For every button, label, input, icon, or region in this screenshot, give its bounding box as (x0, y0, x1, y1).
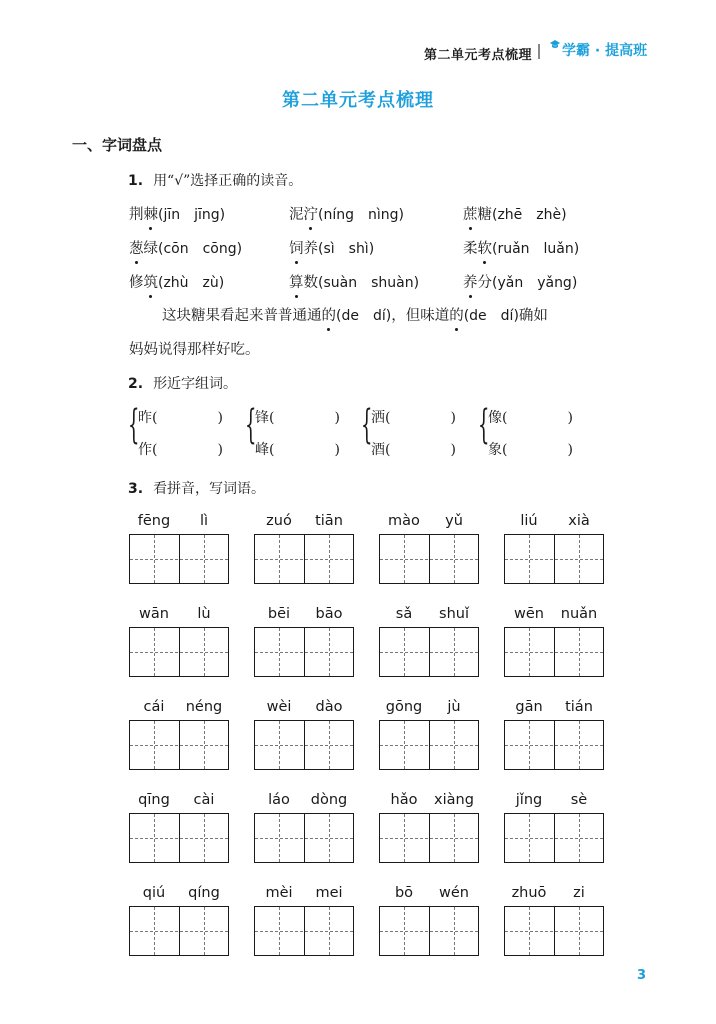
writing-grid[interactable] (254, 720, 354, 770)
dotted-char: 棘 (144, 203, 159, 224)
reading-choice[interactable]: (níng nìng) (318, 207, 404, 223)
pinyin-label: fēng (137, 513, 171, 529)
writing-grid[interactable] (254, 534, 354, 584)
reading-item (129, 271, 224, 292)
writing-grid[interactable] (254, 627, 354, 677)
pinyin-label: néng (185, 699, 223, 715)
reading-choice[interactable]: (suàn shuàn) (318, 275, 420, 291)
pinyin-label: mèi (265, 885, 293, 901)
pinyin-label: zi (573, 885, 585, 901)
reading-item (129, 203, 225, 224)
writing-grid[interactable] (379, 813, 479, 863)
pinyin-label: jù (447, 699, 461, 715)
similar-char-field[interactable] (138, 439, 223, 459)
writing-grid[interactable] (379, 906, 479, 956)
similar-char-field[interactable] (255, 407, 340, 427)
similar-char: 酒( (371, 442, 391, 458)
pinyin-label: yǔ (445, 513, 463, 529)
word-char: 柔 (463, 241, 478, 257)
brand-logo (550, 40, 647, 60)
pinyin-label: qīng (138, 792, 170, 808)
writing-grid[interactable] (504, 813, 604, 863)
similar-char-field[interactable] (488, 439, 573, 459)
word-char: 荆 (129, 207, 144, 223)
pinyin-label: liú (520, 513, 538, 529)
pinyin-label: wèi (266, 699, 292, 715)
dotted-char: 蔗 (463, 203, 478, 224)
dotted-char: 筑 (144, 271, 159, 292)
reading-choice[interactable]: (de dí) (336, 308, 392, 324)
dotted-char: 的 (322, 304, 337, 325)
word-char: 泥 (289, 207, 304, 223)
pinyin-label: bō (394, 885, 414, 901)
sentence-line-2: 妈妈说得那样好吃。 (129, 342, 260, 358)
dotted-char: 葱 (129, 237, 144, 258)
sentence-text: 确如 (518, 308, 548, 324)
reading-choice[interactable]: (yǎn yǎng) (492, 275, 578, 291)
sentence-text: ，但味道 (391, 308, 450, 324)
similar-char: 洒( (371, 410, 391, 426)
similar-char: 锋( (255, 410, 275, 426)
question-number: 3. (128, 481, 144, 497)
pinyin-label: xià (568, 513, 590, 529)
question-1 (128, 170, 302, 190)
pinyin-label: hǎo (390, 792, 418, 808)
dotted-char: 养 (463, 271, 478, 292)
pinyin-label: bāo (315, 606, 343, 622)
question-text: 用“√”选择正确的读音。 (153, 173, 303, 189)
question-2 (128, 373, 237, 393)
pinyin-label: shuǐ (439, 606, 469, 622)
reading-choice[interactable]: (sì shì) (318, 241, 375, 257)
writing-grid[interactable] (129, 627, 229, 677)
similar-char-field[interactable] (371, 439, 456, 459)
word-char: 养 (303, 241, 318, 257)
chapter-header: 第二单元考点梳理 (424, 48, 533, 63)
pinyin-label: xiàng (434, 792, 474, 808)
pinyin-label: wén (439, 885, 469, 901)
brand-text: 学霸 · 提高班 (562, 43, 648, 59)
reading-choice[interactable]: (ruǎn luǎn) (492, 241, 580, 257)
sentence-text: 这块糖果看起来普普通通 (162, 308, 322, 324)
pinyin-label: gān (515, 699, 543, 715)
close-paren: ) (450, 442, 456, 458)
pinyin-label: wān (139, 606, 169, 622)
dotted-char: 软 (478, 237, 493, 258)
pinyin-label: tián (565, 699, 593, 715)
question-text: 形近字组词。 (153, 376, 238, 392)
writing-grid[interactable] (504, 906, 604, 956)
pinyin-label: gōng (385, 699, 423, 715)
reading-choice[interactable]: (zhù zù) (158, 275, 225, 291)
reading-item (289, 237, 374, 258)
similar-char-field[interactable] (255, 439, 340, 459)
similar-char-field[interactable] (488, 407, 573, 427)
word-char: 数 (303, 275, 318, 291)
close-paren: ) (217, 442, 223, 458)
word-char: 修 (129, 275, 144, 291)
close-paren: ) (334, 442, 340, 458)
pinyin-label: nuǎn (560, 606, 598, 622)
word-char: 绿 (143, 241, 158, 257)
writing-grid[interactable] (379, 627, 479, 677)
page-title: 第二单元考点梳理 (282, 90, 434, 111)
similar-char: 象( (488, 442, 508, 458)
reading-choice[interactable]: (de dí) (463, 308, 519, 324)
pinyin-label: zuó (266, 513, 292, 529)
writing-grid[interactable] (504, 627, 604, 677)
reading-item (129, 237, 242, 258)
pinyin-label: sǎ (395, 606, 413, 622)
pinyin-label: lù (197, 606, 211, 622)
close-paren: ) (567, 410, 573, 426)
dotted-char: 算 (289, 271, 304, 292)
brace: { (128, 402, 140, 448)
pinyin-label: jǐng (515, 792, 543, 808)
close-paren: ) (217, 410, 223, 426)
reading-item (289, 203, 404, 224)
reading-item (463, 271, 577, 292)
writing-grid[interactable] (254, 813, 354, 863)
reading-choice[interactable]: (jīn jīng) (158, 207, 226, 223)
similar-char: 像( (488, 410, 508, 426)
dotted-char: 泞 (304, 203, 319, 224)
pinyin-label: lì (199, 513, 209, 529)
writing-grid[interactable] (129, 813, 229, 863)
reading-item (463, 203, 567, 224)
pinyin-label: bēi (267, 606, 291, 622)
similar-char: 昨( (138, 410, 158, 426)
writing-grid[interactable] (379, 720, 479, 770)
header-divider (538, 44, 540, 59)
brace: { (245, 402, 257, 448)
similar-char: 作( (138, 442, 158, 458)
pinyin-label: cái (143, 699, 165, 715)
writing-grid[interactable] (254, 906, 354, 956)
writing-grid[interactable] (129, 720, 229, 770)
similar-char-field[interactable] (371, 407, 456, 427)
word-char: 糖 (477, 207, 492, 223)
brace: { (478, 402, 490, 448)
writing-grid[interactable] (504, 720, 604, 770)
question-text: 看拼音，写词语。 (153, 481, 266, 497)
pinyin-label: wēn (514, 606, 544, 622)
writing-grid[interactable] (504, 534, 604, 584)
sentence-line-1 (162, 304, 548, 325)
close-paren: ) (450, 410, 456, 426)
reading-choice[interactable]: (cōn cōng) (158, 241, 243, 257)
pinyin-label: cài (193, 792, 215, 808)
word-char: 分 (477, 275, 492, 291)
section-title: 一、字词盘点 (72, 136, 163, 154)
pinyin-label: tiān (315, 513, 343, 529)
brace: { (361, 402, 373, 448)
writing-grid[interactable] (129, 534, 229, 584)
similar-char-field[interactable] (138, 407, 223, 427)
pinyin-label: láo (268, 792, 290, 808)
reading-choice[interactable]: (zhē zhè) (492, 207, 567, 223)
dotted-char: 的 (449, 304, 464, 325)
pinyin-label: qíng (188, 885, 220, 901)
pinyin-label: mào (388, 513, 420, 529)
question-number: 2. (128, 376, 144, 392)
reading-item (289, 271, 419, 292)
reading-item (463, 237, 579, 258)
question-3 (128, 478, 265, 498)
close-paren: ) (567, 442, 573, 458)
pinyin-label: zhuō (511, 885, 547, 901)
graduation-cap-icon (550, 40, 560, 49)
similar-char: 峰( (255, 442, 275, 458)
question-number: 1. (128, 173, 144, 189)
page-number: 3 (637, 968, 647, 983)
writing-grid[interactable] (379, 534, 479, 584)
writing-grid[interactable] (129, 906, 229, 956)
pinyin-label: sè (570, 792, 588, 808)
dotted-char: 饲 (289, 237, 304, 258)
close-paren: ) (334, 410, 340, 426)
pinyin-label: qiú (142, 885, 166, 901)
pinyin-label: dào (315, 699, 343, 715)
pinyin-label: mei (315, 885, 343, 901)
pinyin-label: dòng (310, 792, 348, 808)
